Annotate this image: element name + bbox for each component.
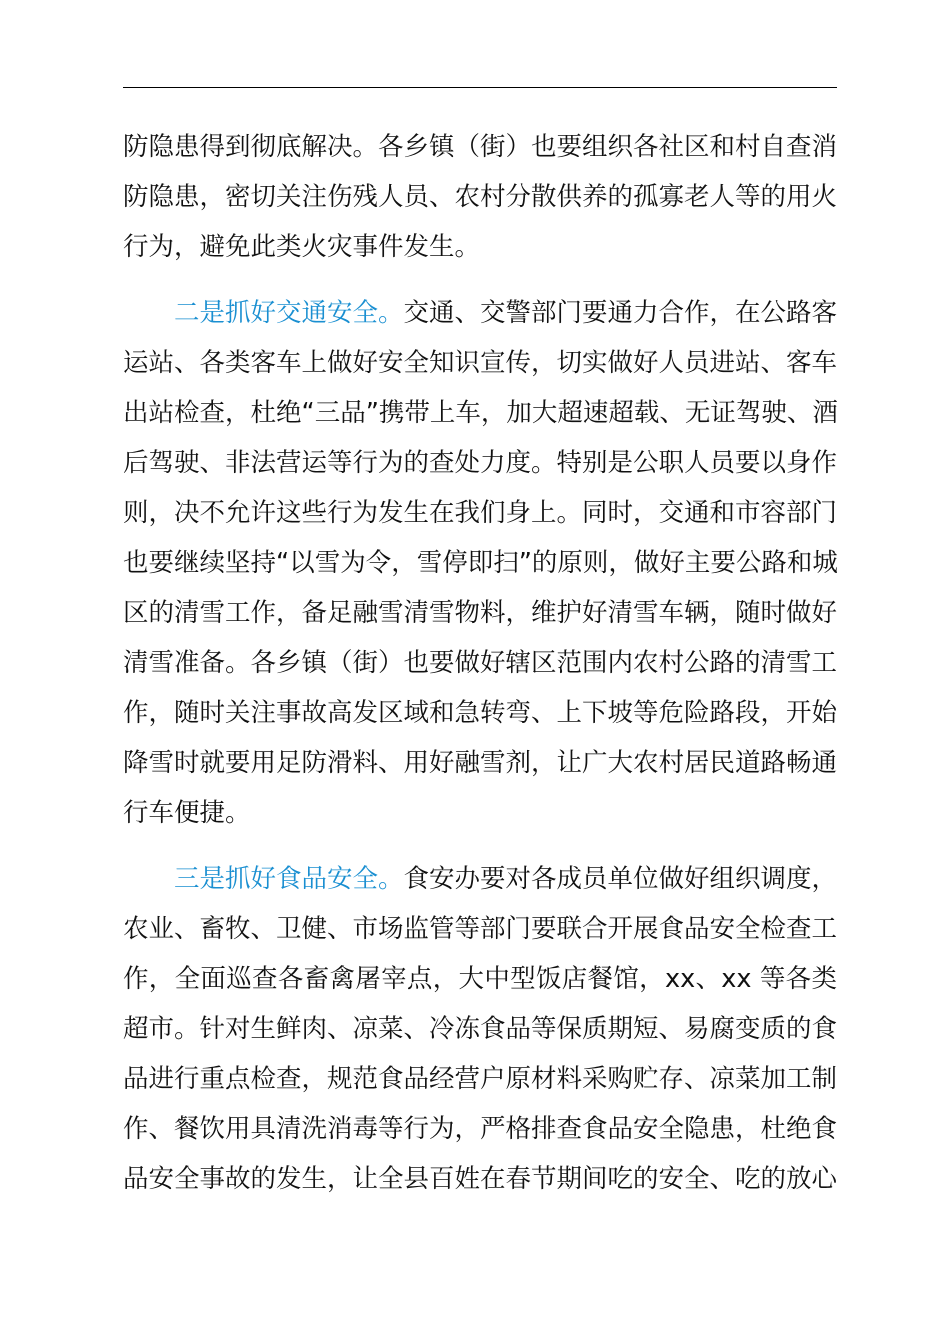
text-line: 则，决不允许这些行为发生在我们身上。同时，交通和市容部门 — [123, 498, 838, 528]
header-rule — [123, 87, 837, 88]
text-line: 作，随时关注事故高发区域和急转弯、上下坡等危险路段，开始 — [123, 698, 838, 728]
text-line: 后驾驶、非法营运等行为的查处力度。特别是公职人员要以身作 — [123, 448, 838, 478]
paragraph-spacer — [123, 838, 837, 854]
text-line: 品进行重点检查，规范食品经营户原材料采购贮存、凉菜加工制 — [123, 1064, 838, 1094]
text-line: 作，全面巡查各畜禽屠宰点，大中型饭店餐馆，xx、xx 等各类 — [123, 964, 837, 994]
paragraph-spacer — [123, 272, 837, 288]
text-run: 食安办要对各成员单位做好组织调度， — [403, 864, 838, 894]
paragraph-fire-safety-continuation — [123, 122, 837, 272]
text-line: 超市。针对生鲜肉、凉菜、冷冻食品等保质期短、易腐变质的食 — [123, 1014, 838, 1044]
text-line: 作、餐饮用具清洗消毒等行为，严格排查食品安全隐患，杜绝食 — [123, 1114, 838, 1144]
text-line: 出站检查，杜绝“三品”携带上车，加大超速超载、无证驾驶、酒 — [123, 398, 838, 428]
text-line: 运站、各类客车上做好安全知识宣传，切实做好人员进站、客车 — [123, 348, 838, 378]
text-line: 品安全事故的发生，让全县百姓在春节期间吃的安全、吃的放心 — [123, 1164, 838, 1194]
text-line: 也要继续坚持“以雪为令，雪停即扫”的原则，做好主要公路和城 — [123, 548, 838, 578]
text-line: 降雪时就要用足防滑料、用好融雪剂，让广大农村居民道路畅通 — [123, 748, 838, 778]
paragraph-lead-heading: 三是抓好食品安全。 — [174, 864, 404, 894]
paragraph-first-line — [123, 288, 837, 338]
text-line: 行为，避免此类火灾事件发生。 — [123, 232, 481, 262]
paragraph-first-line — [123, 854, 837, 904]
paragraph-lead-heading: 二是抓好交通安全。 — [174, 298, 404, 328]
text-line: 行车便捷。 — [123, 798, 251, 828]
document-body — [123, 122, 837, 1204]
text-run: 交通、交警部门要通力合作，在公路客 — [403, 298, 838, 328]
text-line: 防隐患得到彻底解决。各乡镇（街）也要组织各社区和村自查消 — [123, 132, 838, 162]
text-line: 防隐患，密切关注伤残人员、农村分散供养的孤寡老人等的用火 — [123, 182, 838, 212]
paragraph-traffic-safety — [123, 288, 837, 838]
text-line: 农业、畜牧、卫健、市场监管等部门要联合开展食品安全检查工 — [123, 914, 838, 944]
text-line: 清雪准备。各乡镇（街）也要做好辖区范围内农村公路的清雪工 — [123, 648, 838, 678]
text-line: 区的清雪工作，备足融雪清雪物料，维护好清雪车辆，随时做好 — [123, 598, 838, 628]
paragraph-food-safety — [123, 854, 837, 1204]
